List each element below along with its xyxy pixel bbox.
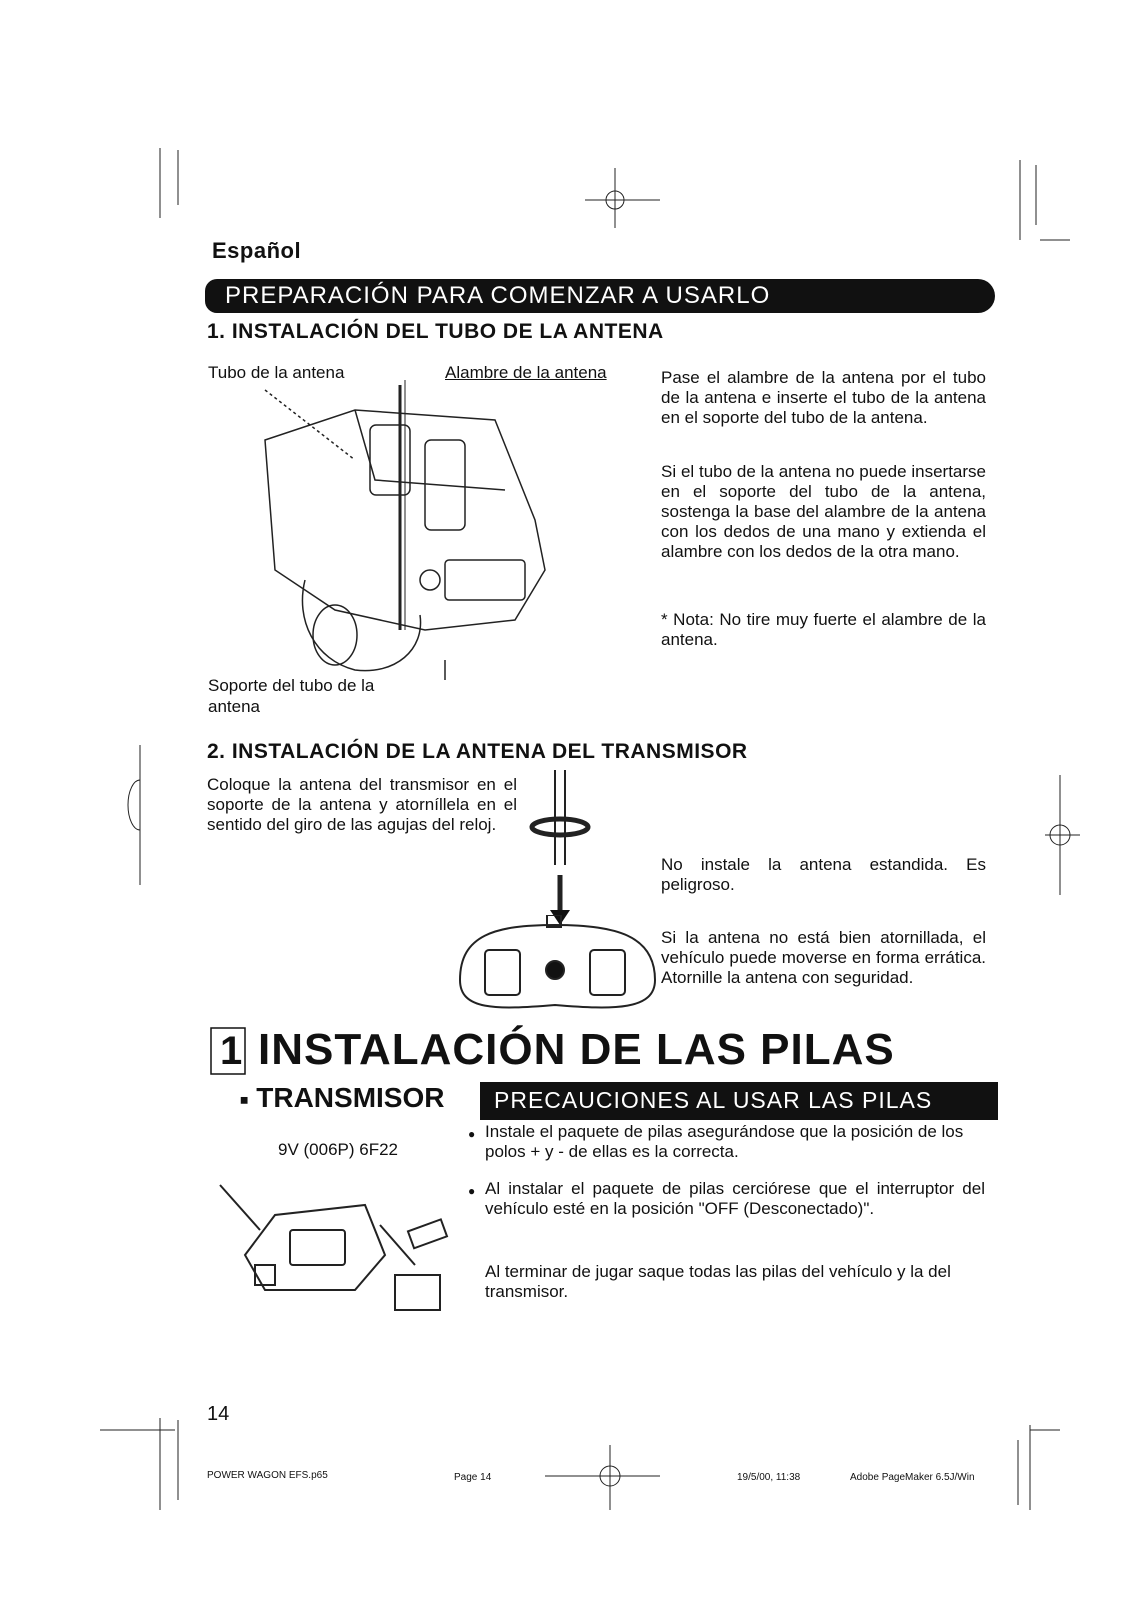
page-number: 14 [207,1403,230,1425]
footer-software: Adobe PageMaker 6.5J/Win [850,1472,975,1483]
section2-title: 2. INSTALACIÓN DE LA ANTENA DEL TRANSMISOR [207,740,748,763]
precautions-title: PRECAUCIONES AL USAR LAS PILAS [494,1087,933,1113]
section-number: 1 [220,1029,243,1073]
section1-paragraph-1: Pase el alambre de la antena por el tubo de la antena e inserte el tubo de la antena en el soporte del tubo de la antena. [661,368,986,427]
main-section-title: INSTALACIÓN DE LAS PILAS [258,1025,895,1074]
footer-date: 19/5/00, 11:38 [737,1472,801,1483]
precaution-item-2: Al instalar el paquete de pilas cerciórese que el interruptor del vehículo esté en la posición "OFF (Desconectado)". [485,1179,985,1218]
label-antenna-support-text: Soporte del tubo de la antena [208,676,375,716]
language-label: Español [212,238,302,263]
truck-antenna-illustration [205,380,645,680]
section2-paragraph-2: No instale la antena estandida. Es peligroso. [661,855,986,894]
label-antenna-tube: Tubo de la antena [208,363,345,382]
section1-paragraph-2: Si el tubo de la antena no puede insertarse en el soporte del tubo de la antena, sostenga la base del alambre de la antena con los dedos de una mano y extienda el alambre con los dedos de la otra mano. [661,462,986,561]
section-number-box [210,1027,246,1075]
transmitter-illustration [455,915,660,1015]
label-antenna-support [208,675,423,717]
battery-installation-illustration [215,1165,475,1315]
transmisor-heading-text: TRANSMISOR [256,1082,445,1113]
section2-paragraph-1: Coloque la antena del transmisor en el soporte de la antena y atorníllela en el sentido del giro de las agujas del reloj. [207,775,517,834]
section2-paragraph-3: Si la antena no está bien atornillada, el vehículo puede moverse en forma errática. Atornille la antena con seguridad. [661,928,986,987]
footer-file: POWER WAGON EFS.p65 [207,1470,328,1481]
bullet-icon-1: ● [468,1127,476,1141]
bullet-icon-2: ● [468,1184,476,1198]
label-antenna-wire: Alambre de la antena [445,363,607,382]
battery-label: 9V (006P) 6F22 [278,1140,399,1159]
section1-title: 1. INSTALACIÓN DEL TUBO DE LA ANTENA [207,320,664,343]
section-banner [205,279,995,313]
precaution-item-3: Al terminar de jugar saque todas las pilas del vehículo y la del transmisor. [485,1262,951,1301]
section1-note: * Nota: No tire muy fuerte el alambre de la antena. [661,610,986,649]
antenna-rotation-illustration [520,765,600,925]
bullet-square-icon: ■ [240,1091,249,1108]
precautions-banner [480,1082,998,1120]
transmisor-heading [240,1082,444,1114]
footer-page: Page 14 [454,1472,492,1483]
banner-title: PREPARACIÓN PARA COMENZAR A USARLO [225,282,771,309]
precaution-item-1: Instale el paquete de pilas asegurándose que la posición de los polos + y - de ellas es la correcta. [485,1122,964,1161]
